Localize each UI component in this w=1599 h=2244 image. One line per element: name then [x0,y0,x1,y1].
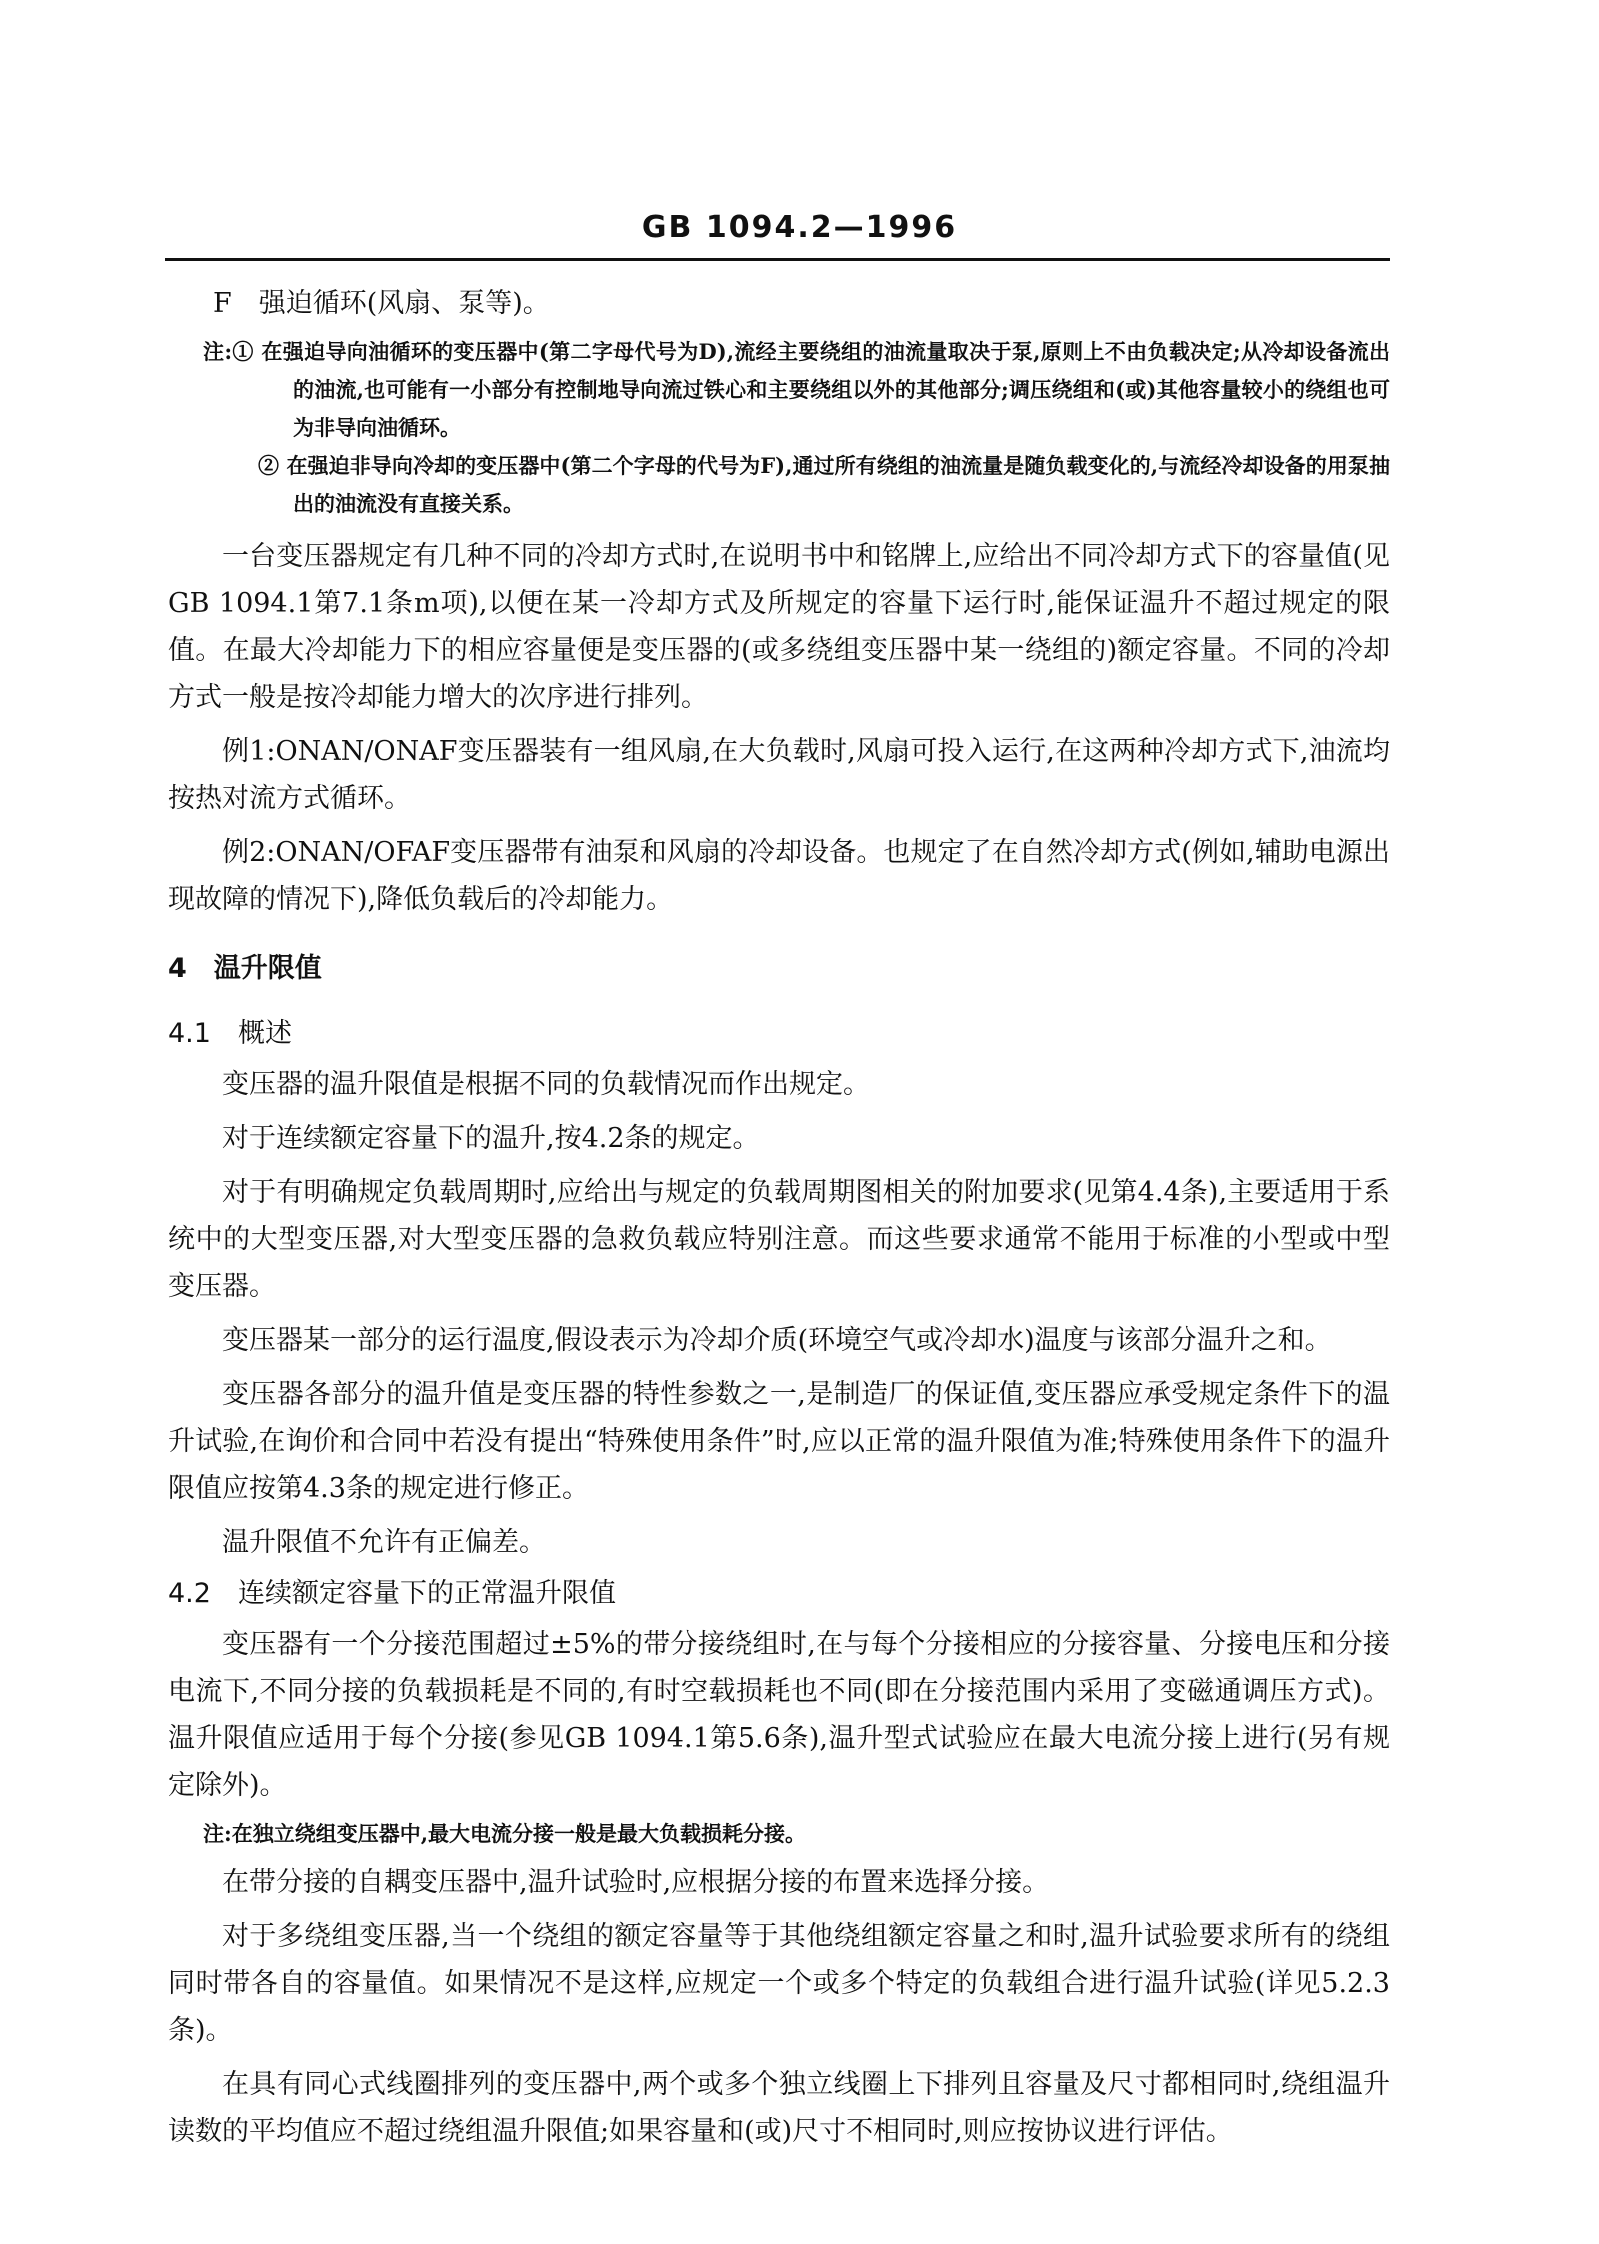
note-2: ② 在强迫非导向冷却的变压器中(第二个字母的代号为F),通过所有绕组的油流量是随负载变化的,与流经冷却设备的用泵抽出的油流没有直接关系。 [258,453,1390,516]
standard-number-header: GB 1094.2—1996 [641,210,958,245]
section-4-2-heading: 4.2 连续额定容量下的正常温升限值 [168,1578,616,1609]
example-1: 例1:ONAN/ONAF变压器装有一组风扇,在大负载时,风扇可投入运行,在这两种冷却方式下,油流均按热对流方式循环。 [168,736,1390,814]
example-2: 例2:ONAN/OFAF变压器带有油泵和风扇的冷却设备。也规定了在自然冷却方式(例如,辅助电源出现故障的情况下),降低负载后的冷却能力。 [168,837,1390,915]
header-rule [165,258,1390,261]
paragraph-4-1-a: 变压器的温升限值是根据不同的负载情况而作出规定。 [222,1069,870,1100]
paragraph-4-2-b: 在带分接的自耦变压器中,温升试验时,应根据分接的布置来选择分接。 [222,1867,1050,1898]
paragraph-4-1-d: 变压器某一部分的运行温度,假设表示为冷却介质(环境空气或冷却水)温度与该部分温升之和。 [222,1325,1332,1356]
note-3: 注:在独立绕组变压器中,最大电流分接一般是最大负载损耗分接。 [203,1821,807,1846]
paragraph-4-2-c: 对于多绕组变压器,当一个绕组的额定容量等于其他绕组额定容量之和时,温升试验要求所有的绕组同时带各自的容量值。如果情况不是这样,应规定一个或多个特定的负载组合进行温升试验(详见5.2.3条)。 [168,1921,1390,2046]
paragraph-4-1-c: 对于有明确规定负载周期时,应给出与规定的负载周期图相关的附加要求(见第4.4条),主要适用于系统中的大型变压器,对大型变压器的急救负载应特别注意。而这些要求通常不能用于标准的小型或中型变压器。 [168,1177,1390,1302]
paragraph-4-2-a: 变压器有一个分接范围超过±5%的带分接绕组时,在与每个分接相应的分接容量、分接电压和分接电流下,不同分接的负载损耗是不同的,有时空载损耗也不同(即在分接范围内采用了变磁通调压方式)。温升限值应适用于每个分接(参见GB 1094.1第5.6条),温升型式试验应在最大电流分接上进行(另有规定除外)。 [168,1629,1390,1801]
paragraph-4-1-e: 变压器各部分的温升值是变压器的特性参数之一,是制造厂的保证值,变压器应承受规定条件下的温升试验,在询价和合同中若没有提出“特殊使用条件”时,应以正常的温升限值为准;特殊使用条件下的温升限值应按第4.3条的规定进行修正。 [168,1379,1390,1504]
paragraph-cooling-methods: 一台变压器规定有几种不同的冷却方式时,在说明书中和铭牌上,应给出不同冷却方式下的容量值(见GB 1094.1第7.1条m项),以便在某一冷却方式及所规定的容量下运行时,能保证温升不超过规定的限值。在最大冷却能力下的相应容量便是变压器的(或多绕组变压器中某一绕组的)额定容量。不同的冷却方式一般是按冷却能力增大的次序进行排列。 [168,541,1390,713]
paragraph-4-2-d: 在具有同心式线圈排列的变压器中,两个或多个独立线圈上下排列且容量及尺寸都相同时,绕组温升读数的平均值应不超过绕组温升限值;如果容量和(或)尺寸不相同时,则应按协议进行评估。 [168,2069,1390,2147]
document-body [168,280,1390,2155]
section-4-1-heading: 4.1 概述 [168,1018,292,1049]
section-4-heading: 4 温升限值 [168,953,322,984]
cooling-code-f: F 强迫循环(风扇、泵等)。 [213,288,550,319]
paragraph-4-1-f: 温升限值不允许有正偏差。 [222,1527,546,1558]
paragraph-4-1-b: 对于连续额定容量下的温升,按4.2条的规定。 [222,1123,760,1154]
note-1: 注:① 在强迫导向油循环的变压器中(第二字母代号为D),流经主要绕组的油流量取决于泵,原则上不由负载决定;从冷却设备流出的油流,也可能有一小部分有控制地导向流过铁心和主要绕组以外的其他部分;调压绕组和(或)其他容量较小的绕组也可为非导向油循环。 [203,339,1390,440]
